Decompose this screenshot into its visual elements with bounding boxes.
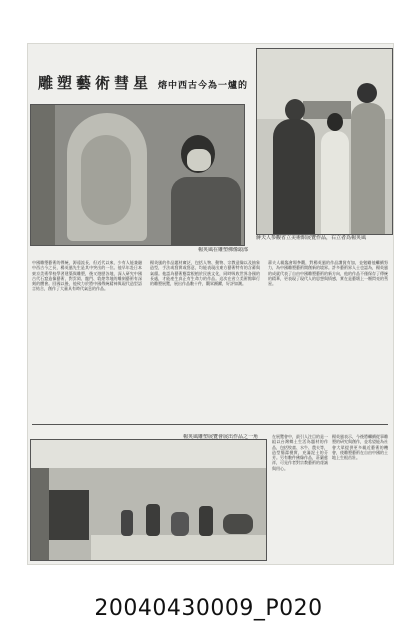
body-text-col-left: 中國雕塑藝術的傳統，源遠流長，但近代以來，少有人能兼融中西古今之長，楊英風先生是其中突出的一位。他早年赴日本東京美術學校學習建築與雕塑，後又遊歷各地，深入研究中國古代石窟造像藝術，對雲岡、龍門、敦煌等地的雕刻藝術有深刻的體會。回國以後，他致力於將中國傳統精神與現代造型語言結合，創作了大量具有時代氣息的作品。 [32, 260, 142, 292]
body-text-col-bottom-left: 在展覽會中，最引人注目的是一組以台灣鄉土生活為題材的作品，包括牧童、水牛、農夫等，造型簡潔樸實，充滿泥土的芬芳。另有數件佛像作品，莊嚴慈祥，可見作者對宗教藝術的虔誠與用心。 [272, 434, 328, 471]
photo-people [256, 48, 393, 235]
body-text-col-mid: 楊英風的作品題材廣泛，包括人物、動物、宗教造像以及抽象造型，手法或寫實或寫意，均能表現出東方藝術特有的含蓄與氣韻。他認為藝術應當根植於民族文化，同時吸收世界各國的長處，才能產生真正有生命力的作品。這次在省立美術館舉行的雕塑展覽，展出作品數十件，觀眾踴躍，好評如潮。 [150, 260, 260, 287]
photo-exhibit [30, 439, 267, 561]
section-divider [32, 424, 388, 425]
headline-main: 雕塑藝術彗星 [38, 74, 153, 92]
caption-people: 蔣夫人参觀省立美術館展覽作品，右立者為楊英風 [256, 235, 367, 241]
document-identifier: 20040430009_P020 [94, 596, 323, 621]
magazine-page [27, 43, 394, 565]
article-headline [38, 72, 268, 94]
headline-sub: 熔中西古今為一爐的 [158, 81, 249, 91]
photo-sculpture [30, 104, 245, 246]
body-text-col-bottom-right: 楊英風表示，今後將繼續從事雕塑的研究與創作，並希望能為社會大眾提供更多親近藝術的機會，使雕塑藝術在自由中國的土地上生根茁壯。 [332, 434, 388, 461]
caption-exhibit: 楊英風雕塑展覽會展出作品之一角 [182, 434, 258, 440]
caption-sculpture: 楊英風在雕塑佛像頭部 [197, 247, 248, 253]
body-text-col-right: 蔣夫人親臨會場參觀，對楊英風的作品讚賞有加，並勉勵他繼續努力，為中國雕塑藝術開創新的境界。許多藝術界人士也認為，楊英風的成就代表了自由中國雕塑藝術的新方向，他的作品不僅保存了傳統的精華，更表現了現代人的思想與情感，實在是藝壇上一顆閃亮的彗星。 [268, 260, 388, 287]
